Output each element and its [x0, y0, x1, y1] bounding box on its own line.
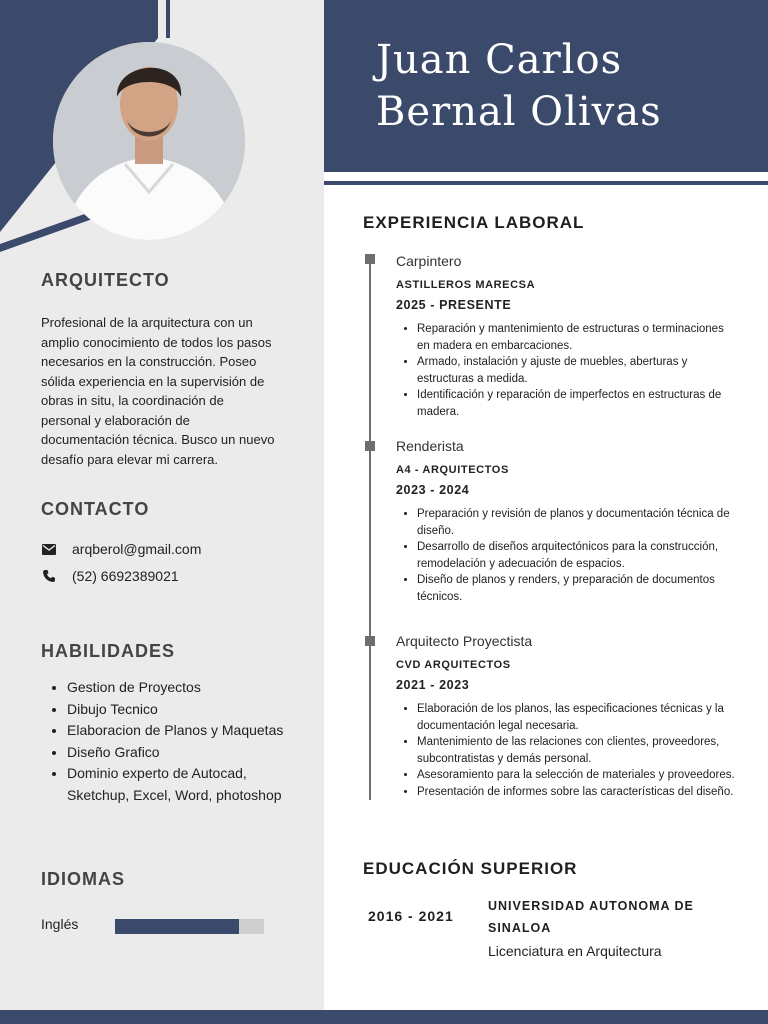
job-bullet: • Reparación y mantenimiento de estructuras o terminaciones en madera en embarcaciones. — [417, 321, 736, 354]
job-entry — [396, 437, 736, 606]
job-title: Arquitecto Proyectista — [396, 633, 533, 649]
name-line-2: Bernal Olivas — [376, 89, 662, 135]
job-bullets — [396, 701, 736, 801]
job-period: 2025 - PRESENTE — [396, 298, 512, 312]
contact-email-row — [41, 541, 201, 557]
job-bullets — [396, 321, 736, 421]
skill-item: • Elaboracion de Planos y Maquetas — [67, 720, 307, 742]
job-bullet: • Armado, instalación y ajuste de muebles, aberturas y estructuras a medida. — [417, 354, 736, 387]
envelope-icon — [41, 542, 57, 556]
job-bullet: • Presentación de informes sobre las características del diseño. — [417, 784, 736, 801]
language-level-bar — [115, 919, 264, 934]
person-name — [376, 34, 662, 138]
education-school: UNIVERSIDAD AUTONOMA DE SINALOA — [488, 899, 694, 935]
name-line-1: Juan Carlos — [376, 37, 623, 83]
role-title: ARQUITECTO — [41, 270, 170, 290]
experience-title: EXPERIENCIA LABORAL — [363, 213, 585, 232]
job-title: Carpintero — [396, 253, 462, 269]
job-entry — [396, 252, 736, 421]
profile-summary: Profesional de la arquitectura con un amplio conocimiento de todos los pasos necesarios en la construcción. Poseo sólida experiencia en la supervisión de obras in situ, la coordinación de personal y elaboración de documentación técnica. Busco un nuevo desafío para elevar mi carrera. — [41, 315, 275, 467]
language-level-fill — [115, 919, 239, 934]
language-name: Inglés — [41, 916, 79, 932]
profile-photo — [53, 42, 245, 240]
job-company: CVD ARQUITECTOS — [396, 659, 511, 671]
header-divider — [324, 181, 768, 185]
job-period: 2021 - 2023 — [396, 678, 470, 692]
job-bullet: • Diseño de planos y renders, y preparación de documentos técnicos. — [417, 572, 736, 605]
footer-bar — [0, 1010, 768, 1024]
languages-title: IDIOMAS — [41, 869, 126, 889]
skill-item: • Diseño Grafico — [67, 742, 307, 764]
job-company: A4 - ARQUITECTOS — [396, 464, 509, 476]
job-bullet: • Desarrollo de diseños arquitectónicos para la construcción, remodelación y adecuación de espacios. — [417, 539, 736, 572]
job-title: Renderista — [396, 438, 464, 454]
skill-item: • Dominio experto de Autocad, Sketchup, Excel, Word, photoshop — [67, 763, 307, 806]
skills-list — [41, 677, 307, 806]
job-bullet: • Preparación y revisión de planos y documentación técnica de diseño. — [417, 506, 736, 539]
job-period: 2023 - 2024 — [396, 483, 470, 497]
skill-item: • Gestion de Proyectos — [67, 677, 307, 699]
contact-title: CONTACTO — [41, 499, 150, 519]
timeline-marker — [365, 441, 375, 451]
education-title: EDUCACIÓN SUPERIOR — [363, 859, 578, 878]
timeline-marker — [365, 254, 375, 264]
timeline-line — [369, 258, 371, 800]
job-bullets — [396, 506, 736, 606]
job-company: ASTILLEROS MARECSA — [396, 279, 536, 291]
job-bullet: • Mantenimiento de las relaciones con clientes, proveedores, subcontratistas y demás personal. — [417, 734, 736, 767]
contact-phone-row — [41, 568, 179, 584]
phone-icon — [41, 569, 57, 583]
contact-phone[interactable]: (52) 6692389021 — [72, 568, 179, 584]
sidebar — [0, 0, 324, 1024]
job-bullet: • Elaboración de los planos, las especificaciones técnicas y la documentación legal necesaria. — [417, 701, 736, 734]
job-bullet: • Asesoramiento para la selección de materiales y proveedores. — [417, 767, 736, 784]
timeline-marker — [365, 636, 375, 646]
job-entry — [396, 632, 736, 801]
education-years: 2016 - 2021 — [368, 908, 454, 924]
skill-item: • Dibujo Tecnico — [67, 699, 307, 721]
job-bullet: • Identificación y reparación de imperfectos en estructuras de madera. — [417, 387, 736, 420]
education-degree: Licenciatura en Arquitectura — [488, 943, 662, 959]
skills-title: HABILIDADES — [41, 641, 176, 661]
contact-email[interactable]: arqberol@gmail.com — [72, 541, 202, 557]
